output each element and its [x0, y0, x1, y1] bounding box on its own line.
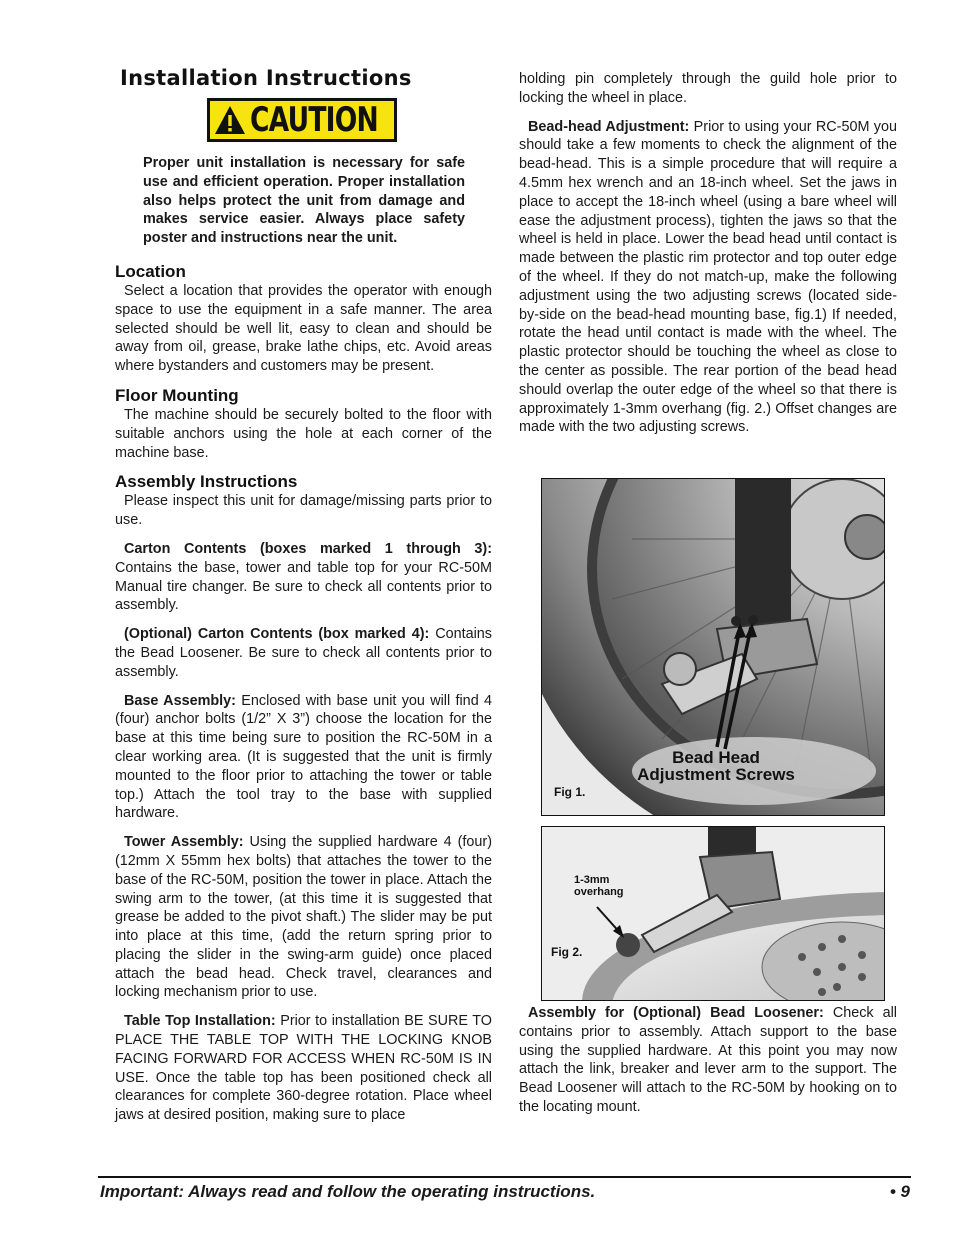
- fig2-overhang-label: 1-3mm overhang: [574, 874, 624, 898]
- bead-loosener-paragraph: Assembly for (Optional) Bead Loosener: Check all contains prior to assembly. Attach support to the base using the supplied hardware. At this point you may now attach the link, breaker and lever arm to the support. The Bead Loosener will attach to the RC-50M by hooking on to the locating mount.: [519, 1005, 897, 1115]
- left-column: [115, 66, 492, 1125]
- right-column: [519, 70, 897, 437]
- page-title: Installation Instructions: [120, 66, 412, 90]
- figure-2-photo: [541, 826, 885, 1001]
- location-body: Select a location that provides the operator with enough space to use the equipment in a safe manner. The area selected should be well lit, easy to clean and should be away from oil, grease, brake lathe chips, etc. Avoid areas where bystanders and customers may be present.: [115, 282, 492, 375]
- caution-word: CAUTION: [250, 100, 378, 140]
- warning-triangle-icon: [214, 105, 246, 135]
- figure-1-photo: [541, 478, 885, 816]
- bead-loosener-section: [519, 1004, 897, 1117]
- location-heading: Location: [115, 261, 186, 281]
- fig1-callout: Bead Head Adjustment Screws: [637, 748, 795, 784]
- fig2-label: Fig 2.: [551, 945, 583, 959]
- optional-carton-paragraph: (Optional) Carton Contents (box marked 4): Contains the Bead Loosener. Be sure to check all contents prior to assembly.: [115, 626, 492, 680]
- assembly-heading: Assembly Instructions: [115, 472, 298, 492]
- continuation-paragraph: holding pin completely through the guild hole prior to locking the wheel in place.: [519, 71, 897, 106]
- table-top-paragraph: Table Top Installation: Prior to installation BE SURE TO PLACE THE TABLE TOP WITH THE LOCKING KNOB FACING FORWARD FOR ACCESS WHEN RC-50M IS IN USE. Once the table top has been positioned check all clearances for complete 360-degree rotation. Place wheel jaws at desired position, making sure to place: [115, 1013, 492, 1124]
- carton-contents-paragraph: Carton Contents (boxes marked 1 through 3): Contains the base, tower and table top for your RC-50M Manual tire changer. Be sure to check all contents prior to assembly.: [115, 540, 492, 614]
- caution-text: Proper unit installation is necessary for safe use and efficient operation. Proper installation also helps protect the unit from damage and makes service easier. Always place safety poster and instructions near the unit.: [143, 155, 465, 247]
- base-assembly-paragraph: Base Assembly: Enclosed with base unit you will find 4 (four) anchor bolts (1/2” X 3”) choose the location for the base at this time being sure to position the RC-50M in a clear working area. (It is suggested that the unit is firmly mounted to the floor prior to attaching the tower or table top.) Attach the tool tray to the base with supplied hardware.: [115, 692, 493, 822]
- floor-mounting-heading: Floor Mounting: [115, 385, 239, 405]
- footer-rule: [98, 1176, 911, 1178]
- tower-assembly-paragraph: Tower Assembly: Using the supplied hardware 4 (four) (12mm X 55mm hex bolts) that attaches the tower to the base of the RC-50M, position the tower in place. Attach the swing arm to the tower, (at this time it is suggested that grease be added to the pivot shaft.) The slider may be put into place at this time, (add the return spring prior to placing the slider in the swing-arm guide) once placed attach the bead head. Check travel, clearances and locking mechanism prior to use.: [115, 834, 492, 1001]
- footer-text: Important: Always read and follow the operating instructions.: [100, 1182, 596, 1201]
- floor-mounting-body: The machine should be securely bolted to the floor with suitable anchors using the hole at each corner of the machine base.: [115, 406, 492, 461]
- footer: [100, 1182, 910, 1202]
- caution-banner: [207, 98, 397, 142]
- bead-head-paragraph: Bead-head Adjustment: Prior to using your RC-50M you should take a few moments to check the alignment of the bead-head. This is a simple procedure that will require a 4.5mm hex wrench and an 18-inch wheel. Set the jaws in place to accept the 18-inch wheel (using a bare wheel will ease the adjustment process), tighten the jaws so that the wheel is held in place. Lower the bead head until contact is made between the plastic rim protector and top outer edge of the wheel. If they do not match-up, make the following adjustment using the two adjusting screws (located side-by-side on the bead-head mounting base, fig.1) If needed, rotate the head until contact is made with the wheel. The plastic protector should be touching the wheel as close to the center as possible. The rear portion of the bead head should overlap the outer edge of the wheel so that there is approximately 1-3mm overhang (fig. 2.) Offset changes are made with the two adjusting screws.: [519, 118, 897, 436]
- fig1-label: Fig 1.: [554, 785, 586, 799]
- page-number: • 9: [889, 1182, 910, 1201]
- assembly-intro: Please inspect this unit for damage/missing parts prior to use.: [115, 493, 492, 529]
